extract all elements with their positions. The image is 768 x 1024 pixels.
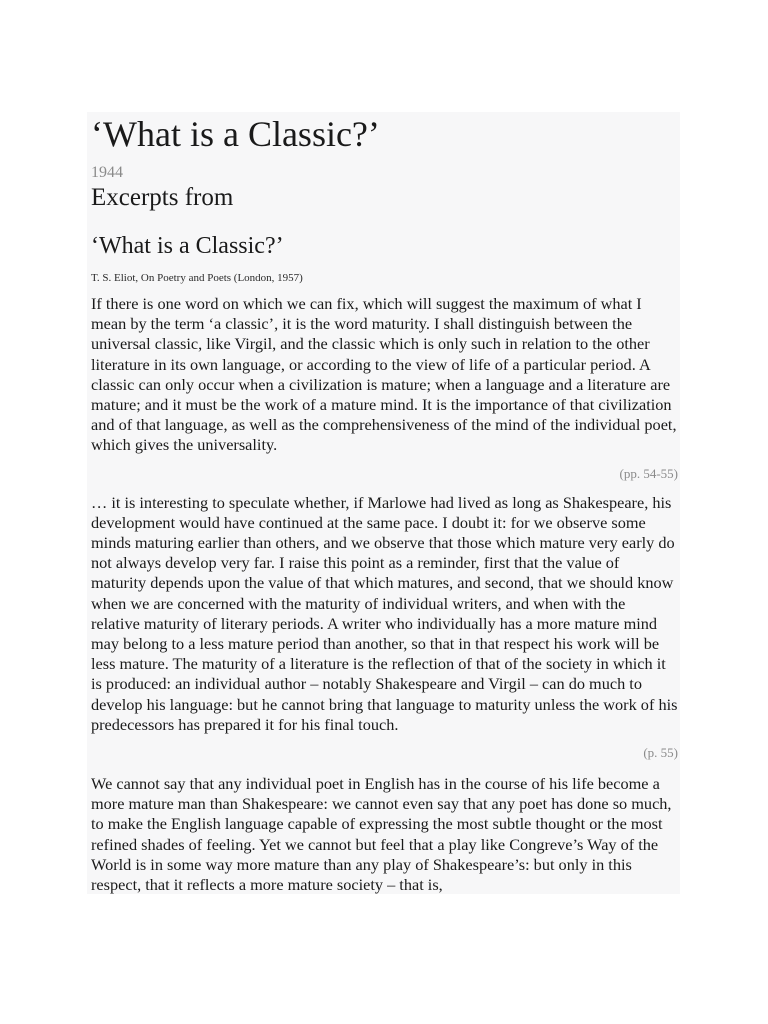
essay-subtitle: ‘What is a Classic?’	[91, 233, 284, 259]
page-reference-2: (p. 55)	[643, 745, 678, 761]
page-reference-1: (pp. 54-55)	[619, 465, 678, 481]
document-title: ‘What is a Classic?’	[91, 114, 380, 154]
excerpt-paragraph-1: If there is one word on which we can fix, which will suggest the maximum of what I mean by the term ‘a classic’, it is the word maturity. I shall distinguish between the universal classic, like Virgil, and the classic which is only such in relation to the other literature in its own language, or according to the view of life of a particular period. A classic can only occur when a civilization is mature; when a language and a literature are mature; and it must be the work of a mature mind. It is the importance of that civilization and of that language, as well as the comprehensiveness of the mind of the individual poet, which gives the universality.	[91, 294, 677, 455]
publication-year: 1944	[91, 164, 123, 181]
source-citation: T. S. Eliot, On Poetry and Poets (London, 1957)	[91, 272, 303, 284]
document-page	[87, 112, 680, 894]
document-content	[87, 114, 680, 894]
excerpts-heading: Excerpts from	[91, 184, 234, 211]
excerpt-paragraph-3: We cannot say that any individual poet in English has in the course of his life become a more mature man than Shakespeare: we cannot even say that any poet has done so much, to make the English language capable of expressing the most subtle thought or the most refined shades of feeling. Yet we cannot but feel that a play like Congreve’s Way of the World is in some way more mature than any play of Shakespeare’s: but only in this respect, that it reflects a more mature society – that is,	[91, 774, 672, 894]
excerpt-paragraph-2: … it is interesting to speculate whether, if Marlowe had lived as long as Shakespeare, his development would have continued at the same pace. I doubt it: for we observe some minds maturing earlier than others, and we observe that those which mature very early do not always develop very far. I raise this point as a reminder, first that the value of maturity depends upon the value of that which matures, and second, that we should know when we are concerned with the maturity of individual writers, and when with the relative maturity of literary periods. A writer who individually has a more mature mind may belong to a less mature period than another, so that in that respect his work will be less mature. The maturity of a literature is the reflection of that of the society in which it is produced: an individual author – notably Shakespeare and Virgil – can do much to develop his language: but he cannot bring that language to maturity unless the work of his predecessors has prepared it for his final touch.	[91, 492, 678, 734]
